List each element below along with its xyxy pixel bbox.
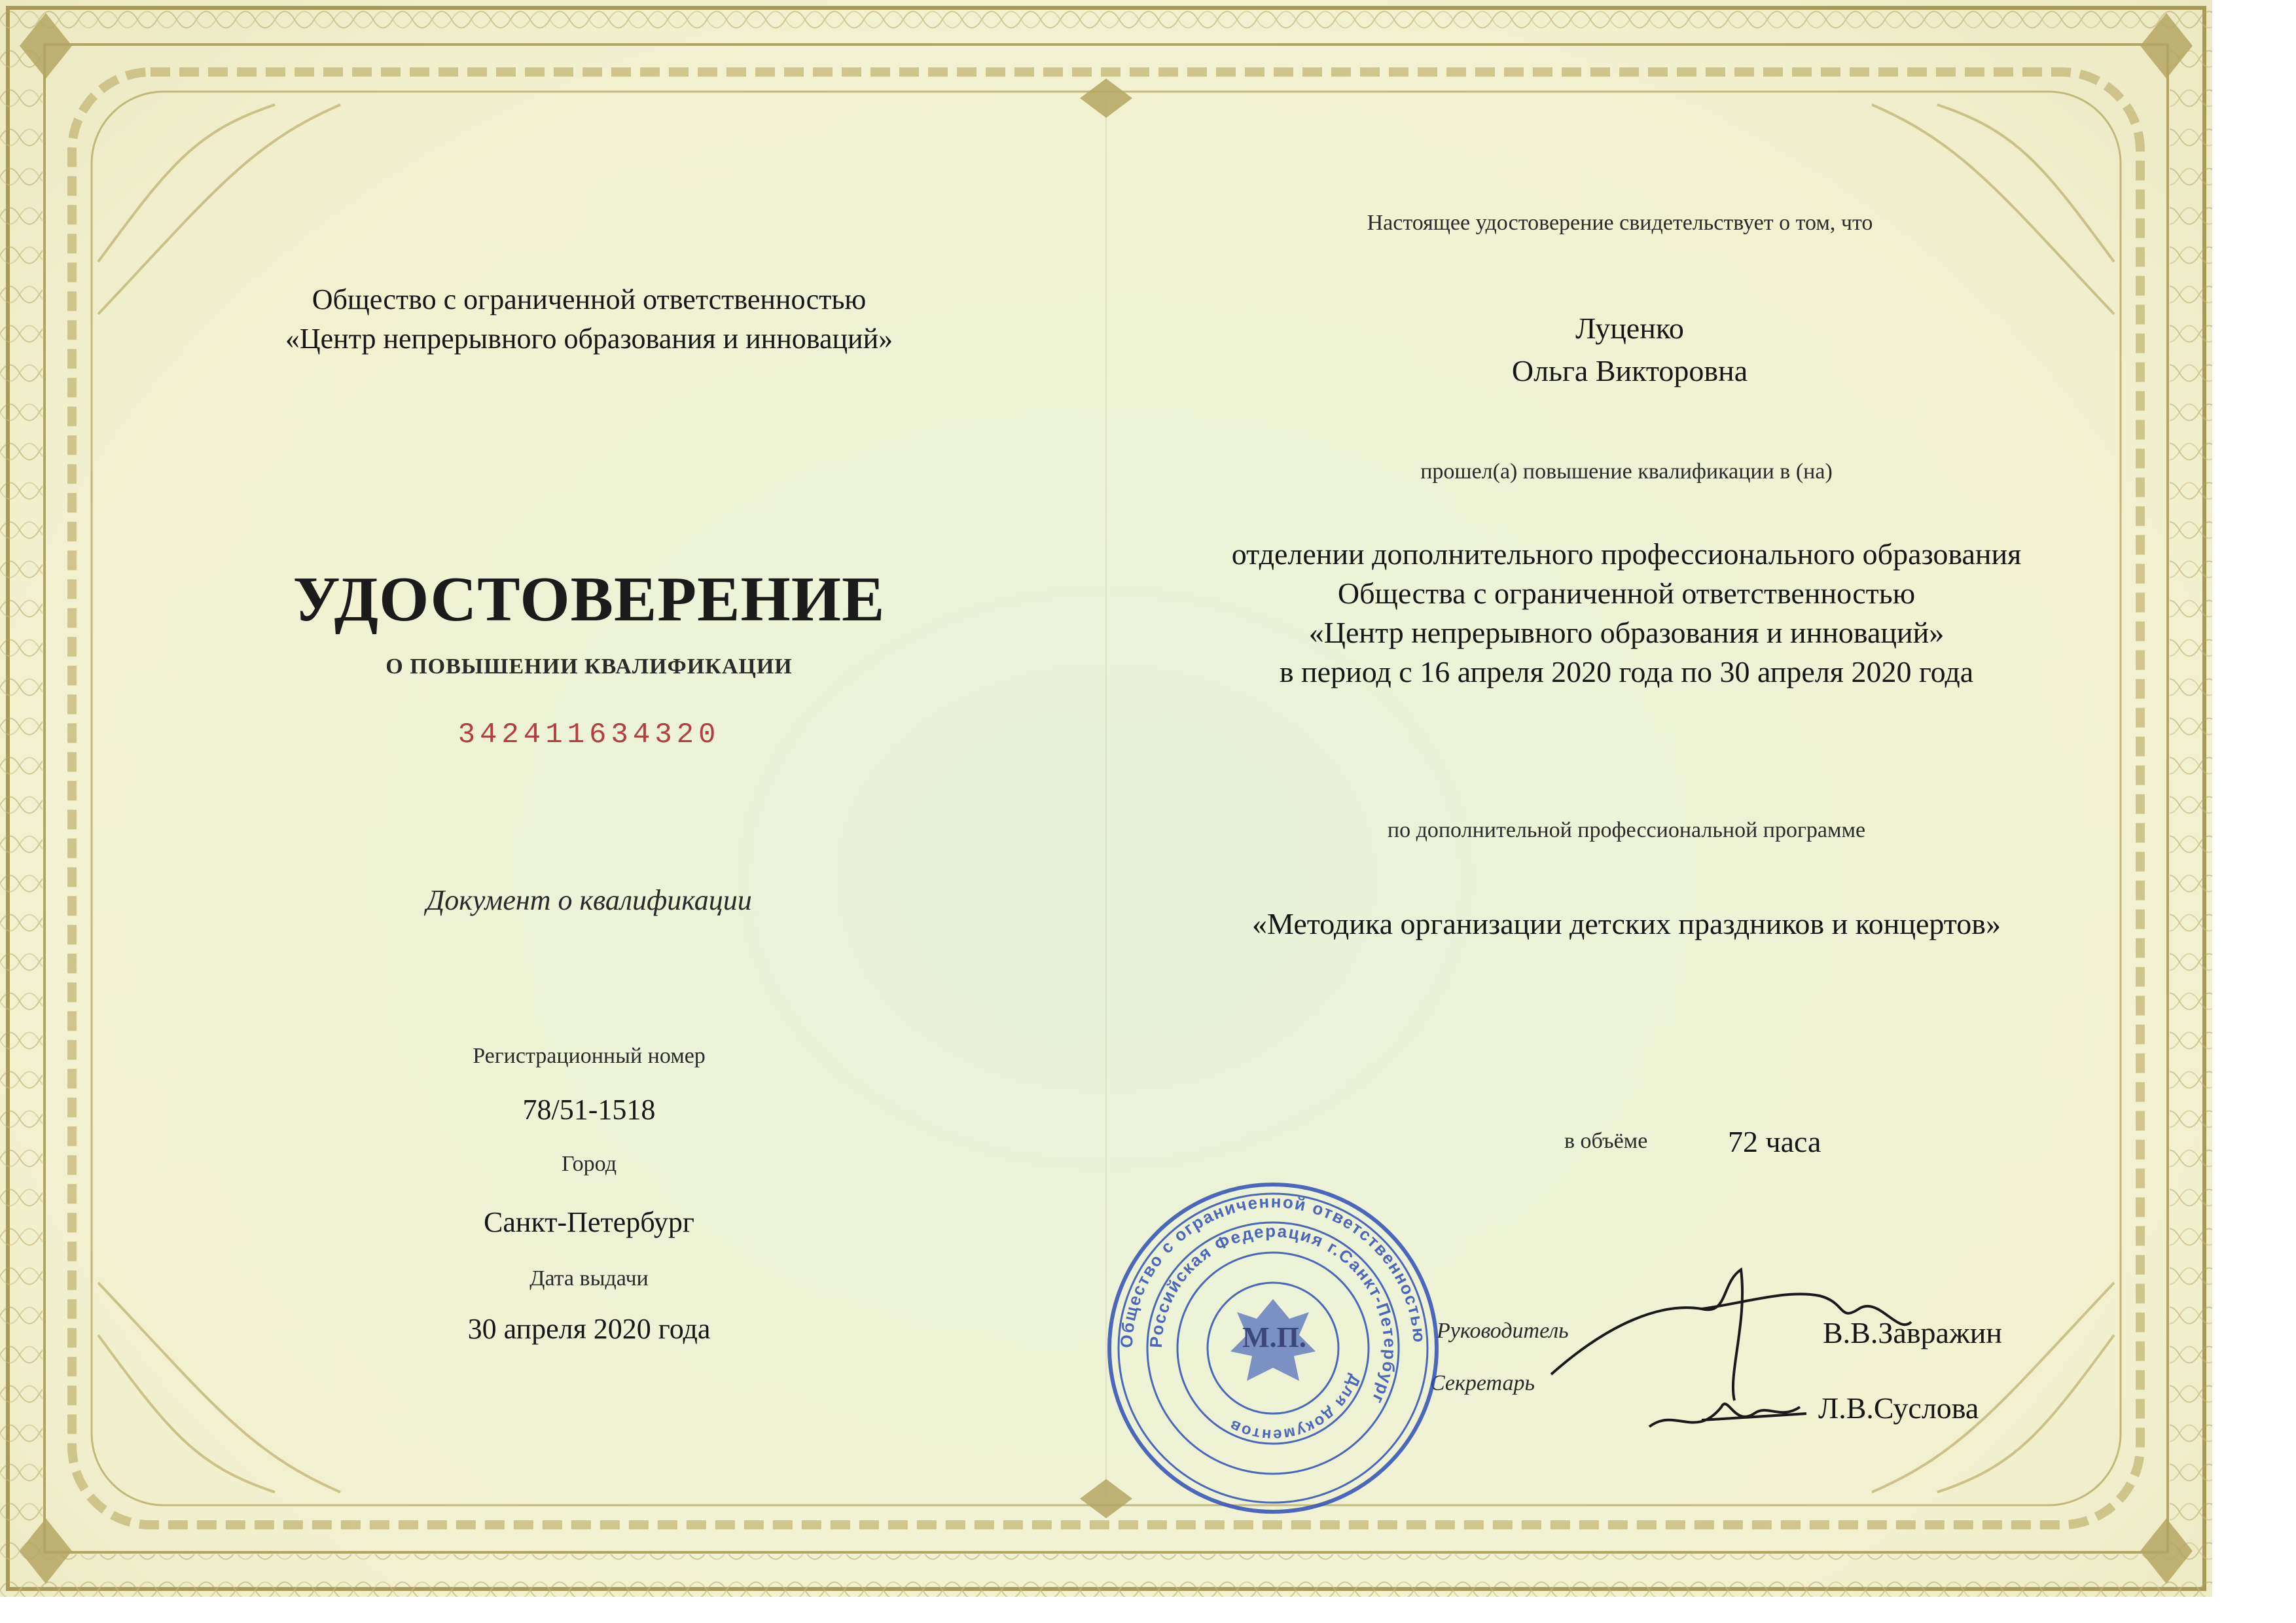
org-name-line1: Общество с ограниченной ответственностью bbox=[312, 283, 867, 315]
document-title: УДОСТОВЕРЕНИЕ bbox=[293, 564, 886, 635]
city: Санкт-Петербург bbox=[484, 1206, 694, 1238]
seal-text-outer: Общество с ограниченной ответственностью bbox=[1116, 1191, 1430, 1349]
document-type: Документ о квалификации bbox=[426, 884, 752, 916]
program-name: «Методика организации детских праздников и концертов» bbox=[1252, 907, 2001, 940]
serial-number: 342411634320 bbox=[457, 719, 721, 751]
reg-number-label: Регистрационный номер bbox=[473, 1044, 706, 1068]
head-name: В.В.Завражин bbox=[1823, 1316, 2002, 1349]
seal-text-bottom: Для документов bbox=[1226, 1372, 1364, 1444]
volume-label: в объёме bbox=[1564, 1129, 1648, 1153]
place-line1: отделении дополнительного профессионального образования bbox=[1231, 537, 2022, 571]
place-line2: Общества с ограниченной ответственностью bbox=[1337, 577, 1916, 610]
document-subtitle: О ПОВЫШЕНИИ КВАЛИФИКАЦИИ bbox=[386, 654, 793, 679]
secretary-signature bbox=[1636, 1368, 1833, 1446]
place-line3: «Центр непрерывного образования и инноваций» bbox=[1308, 616, 1945, 649]
reg-number: 78/51-1518 bbox=[522, 1094, 656, 1126]
issue-date-label: Дата выдачи bbox=[529, 1266, 649, 1291]
secretary-name: Л.В.Суслова bbox=[1818, 1391, 1979, 1425]
official-seal bbox=[1103, 1178, 1443, 1518]
completed-text: прошел(а) повышение квалификации в (на) bbox=[1420, 459, 1833, 484]
intro-text: Настоящее удостоверение свидетельствует о том, что bbox=[1367, 211, 1873, 235]
issue-date: 30 апреля 2020 года bbox=[467, 1313, 711, 1345]
place-line4: в период с 16 апреля 2020 года по 30 апреля 2020 года bbox=[1279, 655, 1974, 688]
org-name-line2: «Центр непрерывного образования и инноваций» bbox=[285, 323, 893, 355]
given-names: Ольга Викторовна bbox=[1511, 354, 1748, 387]
program-label: по дополнительной профессиональной программе bbox=[1387, 818, 1866, 842]
surname: Луценко bbox=[1575, 312, 1684, 345]
seal-text-inner: Российская Федерация г.Санкт-Петербург bbox=[1145, 1221, 1401, 1408]
volume-value: 72 часа bbox=[1728, 1125, 1821, 1158]
city-label: Город bbox=[562, 1152, 617, 1176]
seal-center-text: М.П. bbox=[1242, 1321, 1306, 1353]
head-label: Руководитель bbox=[1437, 1319, 1569, 1343]
secretary-label: Секретарь bbox=[1430, 1371, 1535, 1395]
